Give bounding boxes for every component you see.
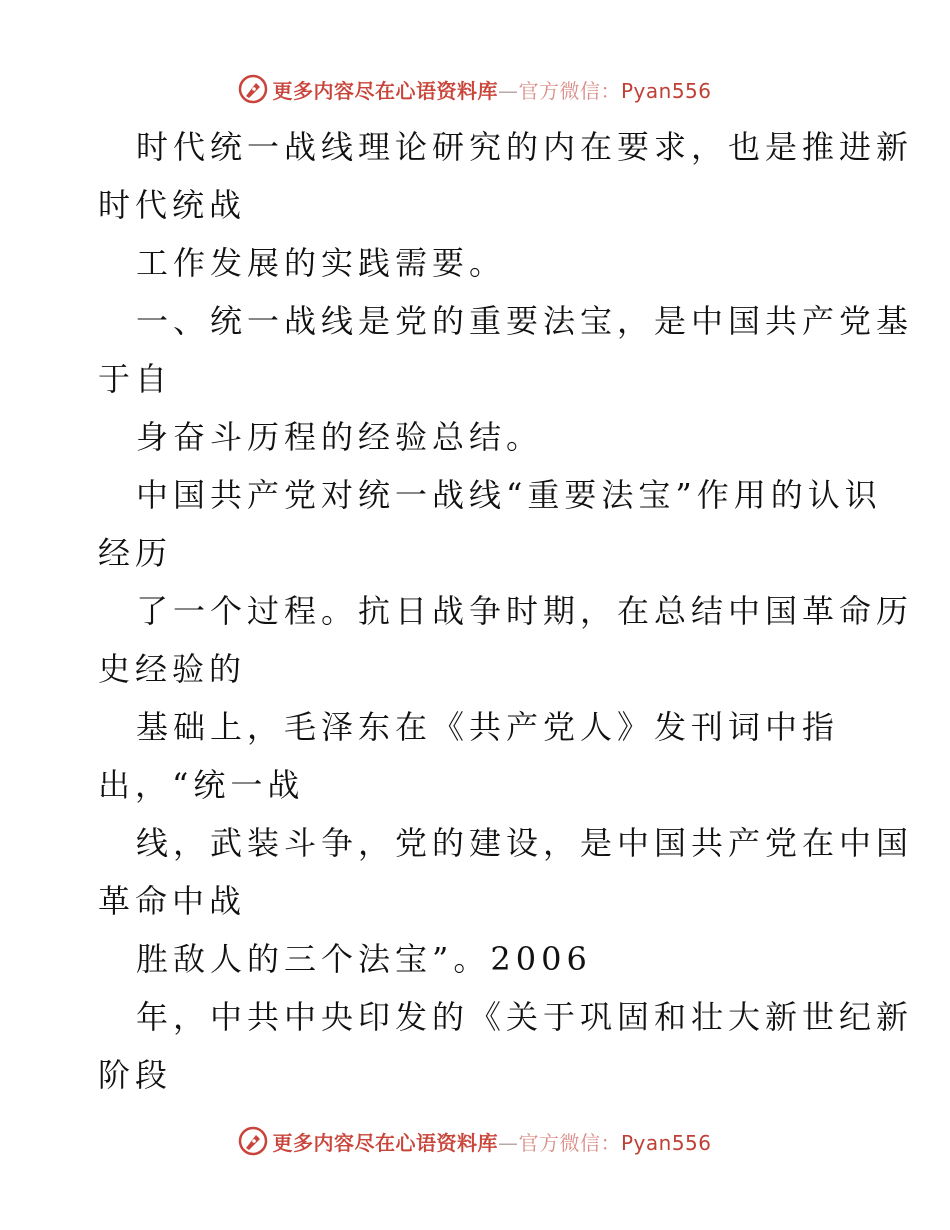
text-line: 胜敌人的三个法宝”。2006 (136, 940, 592, 978)
text-line: 史经验的 (98, 650, 247, 688)
pen-nib-logo-icon (238, 1126, 268, 1156)
text-line: 经历 (98, 534, 173, 572)
document-body (98, 118, 914, 1104)
text-line: 线，武装斗争，党的建设，是中国共产党在中国 (136, 824, 914, 862)
pen-nib-logo-icon (238, 74, 268, 104)
text-line: 中国共产党对统一战线“重要法宝”作用的认识 (136, 476, 882, 514)
watermark-text: 更多内容尽在心语资料库—官方微信：Pyan556 (272, 78, 712, 103)
header-watermark (0, 72, 950, 106)
text-line: 了一个过程。抗日战争时期，在总结中国革命历 (136, 592, 914, 630)
text-line: 革命中战 (98, 882, 247, 920)
text-line: 工作发展的实践需要。 (136, 244, 507, 282)
text-line: 年，中共中央印发的《关于巩固和壮大新世纪新 (136, 998, 914, 1036)
text-line: 阶段 (98, 1056, 173, 1094)
text-line: 基础上，毛泽东在《共产党人》发刊词中指 (136, 708, 840, 746)
text-line: 时代统一战线理论研究的内在要求，也是推进新 (136, 128, 914, 166)
watermark-text: 更多内容尽在心语资料库—官方微信：Pyan556 (272, 1130, 712, 1155)
text-line: 出，“统一战 (98, 766, 305, 804)
text-line: 一、统一战线是党的重要法宝，是中国共产党基 (136, 302, 914, 340)
text-line: 时代统战 (98, 186, 247, 224)
text-line: 于自 (98, 360, 173, 398)
text-line: 身奋斗历程的经验总结。 (136, 418, 544, 456)
footer-watermark (0, 1124, 950, 1158)
